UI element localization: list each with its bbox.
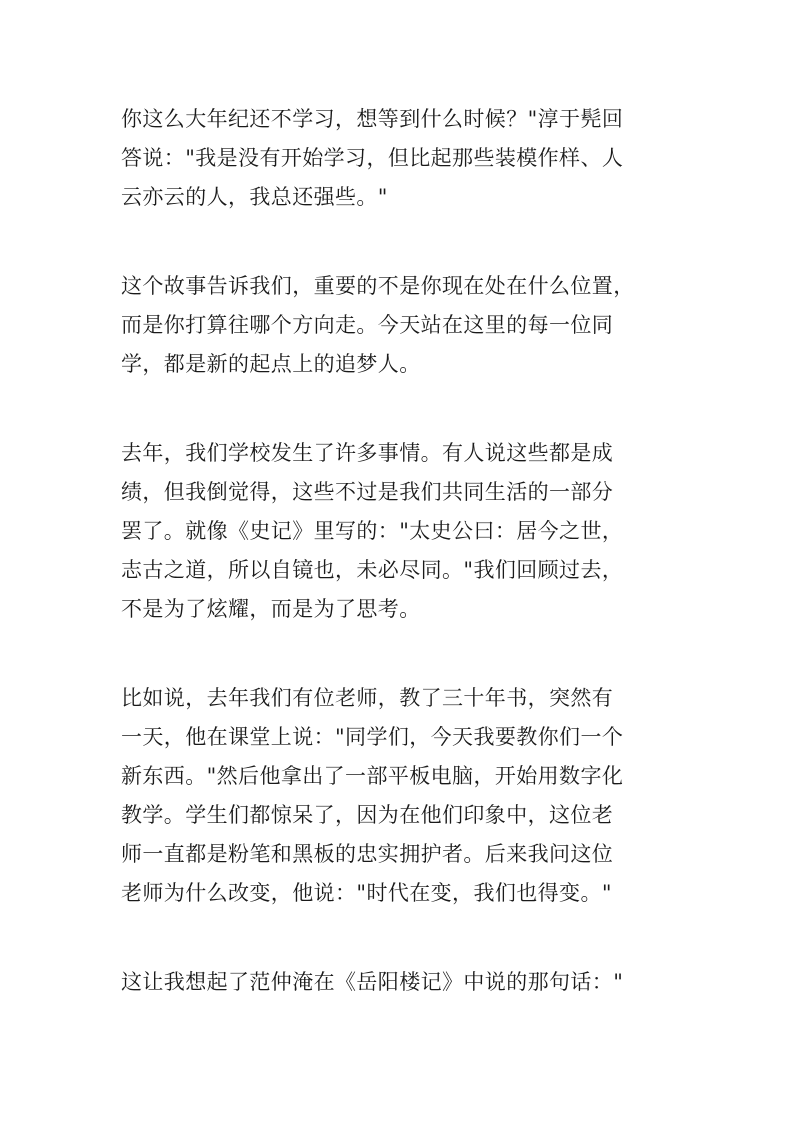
paragraph-4-line-2: 一天，他在课堂上说："同学们，今天我要教你们一个: [121, 725, 624, 749]
paragraph-4-line-1: 比如说，去年我们有位老师，教了三十年书，突然有: [121, 686, 614, 710]
paragraph-3-line-4: 志古之道，所以自镜也，未必尽同。"我们回顾过去，: [121, 558, 624, 582]
paragraph-3-line-2: 绩，但我倒觉得，这些不过是我们共同生活的一部分: [121, 480, 614, 504]
paragraph-3-line-3: 罢了。就像《史记》里写的："太史公曰：居今之世，: [121, 519, 624, 543]
paragraph-1-line-3: 云亦云的人，我总还强些。": [121, 185, 388, 209]
paragraph-4-line-6: 老师为什么改变，他说："时代在变，我们也得变。": [121, 881, 612, 905]
paragraph-4-line-4: 教学。学生们都惊呆了，因为在他们印象中，这位老: [121, 803, 614, 827]
paragraph-1-line-1: 你这么大年纪还不学习，想等到什么时候？"淳于髡回: [121, 107, 624, 131]
paragraph-3-line-5: 不是为了炫耀，而是为了思考。: [121, 597, 421, 621]
paragraph-5-line-1: 这让我想起了范仲淹在《岳阳楼记》中说的那句话：": [121, 970, 624, 994]
paragraph-3-line-1: 去年，我们学校发生了许多事情。有人说这些都是成: [121, 441, 614, 465]
paragraph-4-line-3: 新东西。"然后他拿出了一部平板电脑，开始用数字化: [121, 764, 624, 788]
paragraph-2-line-2: 而是你打算往哪个方向走。今天站在这里的每一位同: [121, 313, 614, 337]
paragraph-2-line-3: 学，都是新的起点上的追梦人。: [121, 352, 421, 376]
paragraph-2-line-1: 这个故事告诉我们，重要的不是你现在处在什么位置，: [121, 274, 635, 298]
paragraph-4-line-5: 师一直都是粉笔和黑板的忠实拥护者。后来我问这位: [121, 842, 614, 866]
paragraph-1-line-2: 答说："我是没有开始学习，但比起那些装模作样、人: [121, 146, 624, 170]
